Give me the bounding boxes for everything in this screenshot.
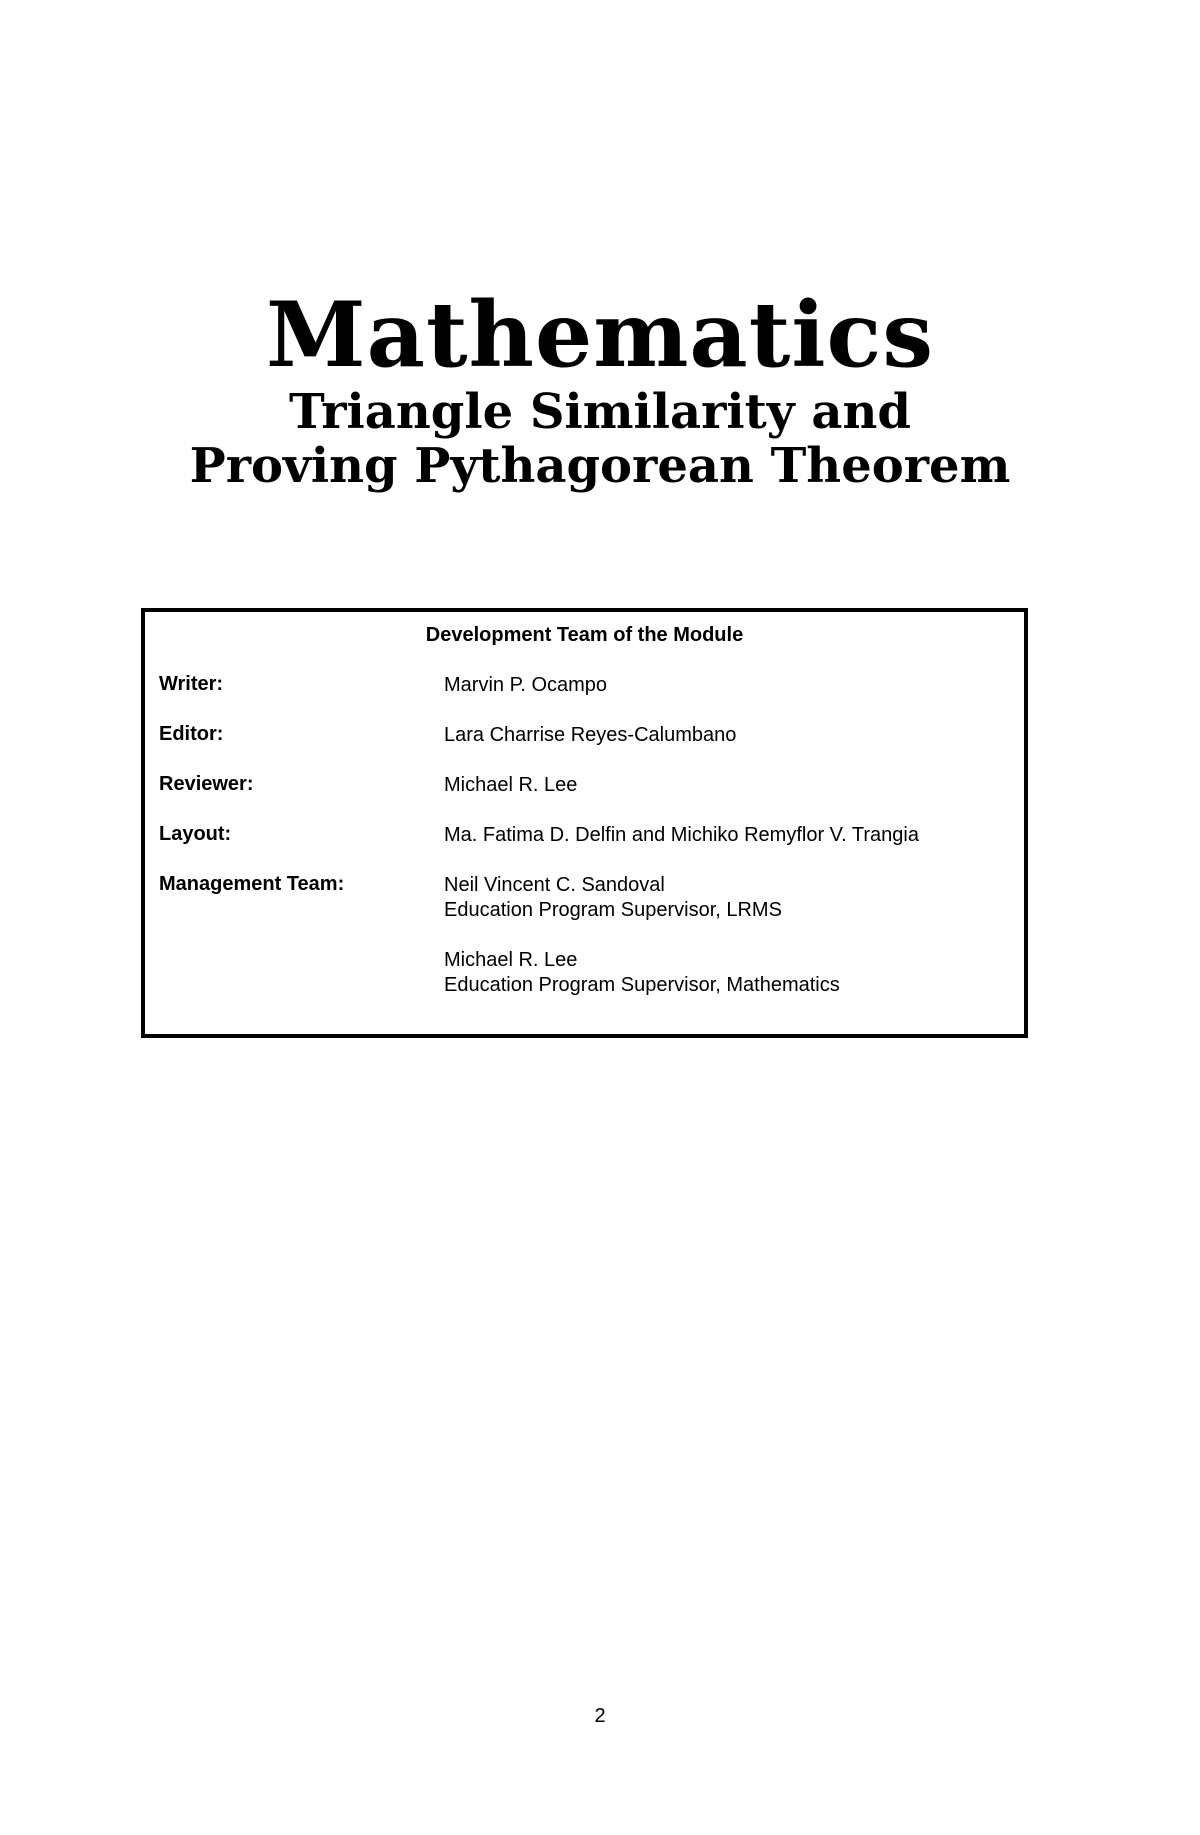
reviewer-label: Reviewer:: [159, 773, 254, 795]
management-member-name: Michael R. Lee: [444, 949, 578, 971]
management-member-name: Neil Vincent C. Sandoval: [444, 874, 665, 896]
management-team-label: Management Team:: [159, 873, 345, 895]
management-member-position: Education Program Supervisor, Mathematics: [444, 974, 840, 996]
reviewer-name: Michael R. Lee: [444, 774, 578, 796]
page-number: 2: [594, 1705, 606, 1727]
editor-label: Editor:: [159, 723, 224, 745]
management-member: [444, 873, 782, 923]
management-member: [444, 948, 840, 998]
writer-name: Marvin P. Ocampo: [444, 674, 608, 696]
subtitle-line-2: Proving Pythagorean Theorem: [189, 438, 1011, 494]
layout-label: Layout:: [159, 823, 232, 845]
cover-title-block: [0, 282, 1200, 494]
layout-names: Ma. Fatima D. Delfin and Michiko Remyflor V. Trangia: [444, 824, 919, 846]
subtitle-line-1: Triangle Similarity and: [289, 384, 911, 440]
main-title: Mathematics: [266, 282, 934, 388]
team-header: Development Team of the Module: [425, 624, 744, 646]
development-team-box: [141, 608, 1028, 1038]
editor-name: Lara Charrise Reyes-Calumbano: [444, 724, 737, 746]
writer-label: Writer:: [159, 673, 224, 695]
management-member-position: Education Program Supervisor, LRMS: [444, 899, 782, 921]
